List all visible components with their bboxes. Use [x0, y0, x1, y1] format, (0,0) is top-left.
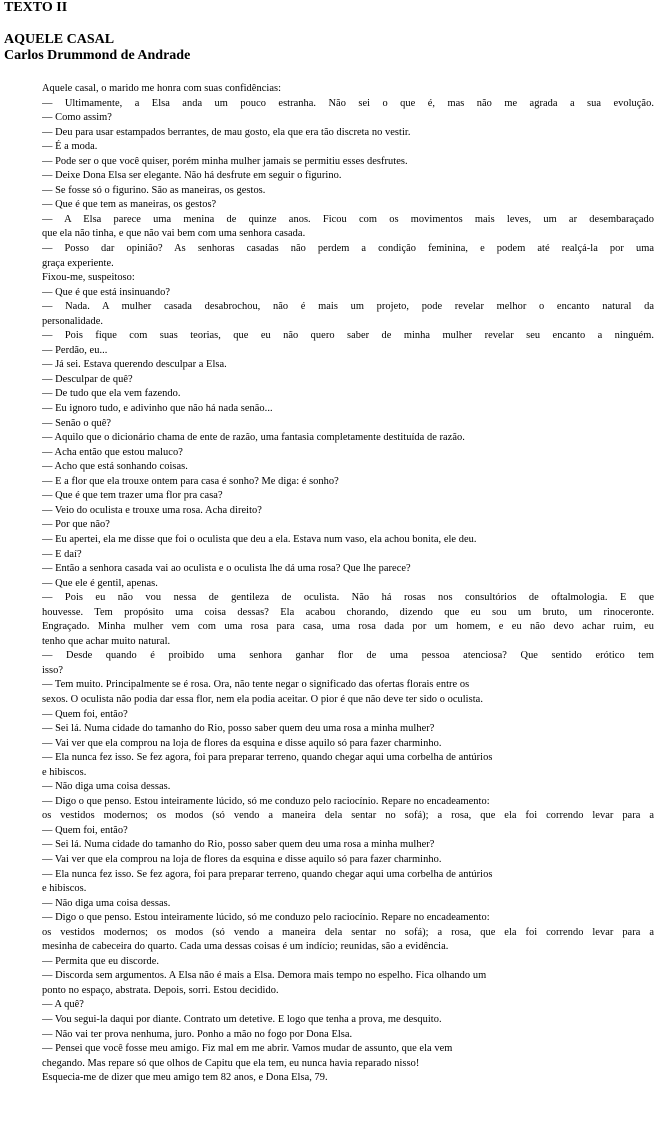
- text-line: os vestidos modernos; os modos (só vendo a maneira dela sentar no sofá); a rosa, que ela foi correndo levar para a: [42, 926, 654, 938]
- text-line: — Pensei que você fosse meu amigo. Fiz mal em me abrir. Vamos mudar de assunto, que ela vem: [42, 1043, 453, 1055]
- text-line: — Deixe Dona Elsa ser elegante. Não há desfrute em seguir o figurino.: [42, 170, 342, 182]
- text-line: — Que é que está insinuando?: [42, 286, 171, 298]
- text-line: — Se fosse só o figurino. São as maneiras, os gestos.: [42, 184, 266, 196]
- text-line: Aquele casal, o marido me honra com suas confidências:: [42, 83, 282, 94]
- text-line: Esquecia-me de dizer que meu amigo tem 82 anos, e Dona Elsa, 79.: [42, 1072, 328, 1084]
- text-line: — Não diga uma coisa dessas.: [42, 781, 171, 793]
- text-line: — Vai ver que ela comprou na loja de flores da esquina e disse aquilo só para fazer charminho.: [42, 853, 442, 865]
- text-line: sexos. O oculista não podia dar essa flor, nem ela podia aceitar. O pior é que não deve ter sido o oculista.: [42, 693, 483, 705]
- text-line: — Ela nunca fez isso. Se fez agora, foi para preparar terreno, quando chegar aqui uma corbelha de antúrios: [42, 752, 493, 764]
- text-line: chegando. Mas repare só que olhos de Capitu que ela tem, eu nunca havia reparado nisso!: [42, 1057, 420, 1069]
- text-line: — Pois fique com suas teorias, que eu não quero saber de minha mulher revelar seu encanto a ninguém.: [42, 330, 654, 342]
- story-body: [42, 82, 654, 1086]
- text-line: — Que ele é gentil, apenas.: [42, 577, 158, 589]
- text-line: — Vou segui-la daqui por diante. Contrato um detetive. E logo que tenha a prova, me desquito.: [42, 1014, 442, 1025]
- story-title: AQUELE CASAL: [4, 32, 115, 47]
- text-line: — Ela nunca fez isso. Se fez agora, foi para preparar terreno, quando chegar aqui uma corbelha de antúrios: [42, 868, 493, 880]
- text-line: — Ultimamente, a Elsa anda um pouco estranha. Não sei o que é, mas não me agrada a sua evolução.: [42, 97, 654, 109]
- text-line: — Perdão, eu...: [42, 344, 108, 356]
- text-line: — Permita que eu discorde.: [42, 955, 160, 967]
- text-line: personalidade.: [42, 315, 103, 327]
- text-line: — Então a senhora casada vai ao oculista e o oculista lhe dá uma rosa? Que lhe parece?: [42, 563, 411, 575]
- text-line: — Desculpar de quê?: [42, 373, 133, 385]
- text-line: — Aquilo que o dicionário chama de ente de razão, uma fantasia completamente destituída de razão.: [42, 432, 465, 444]
- text-line: — Vai ver que ela comprou na loja de flores da esquina e disse aquilo só para fazer charminho.: [42, 737, 442, 749]
- text-line: mesinha de cabeceira do quarto. Cada uma dessas coisas é um indício; reunidas, são a evidência.: [42, 941, 449, 953]
- text-line: — Sei lá. Numa cidade do tamanho do Rio, posso saber quem deu uma rosa a minha mulher?: [42, 839, 435, 851]
- text-line: — Eu ignoro tudo, e adivinho que não há nada senão...: [42, 403, 273, 415]
- text-line: — Acho que está sonhando coisas.: [42, 461, 188, 473]
- text-line: os vestidos modernos; os modos (só vendo a maneira dela sentar no sofá); a rosa, que ela foi correndo levar para a: [42, 810, 654, 822]
- text-line: — Quem foi, então?: [42, 708, 128, 720]
- text-line: isso?: [42, 664, 64, 676]
- text-line: — Digo o que penso. Estou inteiramente lúcido, só me conduzo pelo raciocínio. Repare no encadeamento:: [42, 912, 490, 924]
- text-line: — Veio do oculista e trouxe uma rosa. Acha direito?: [42, 504, 262, 516]
- text-line: — Por que não?: [42, 519, 110, 531]
- text-line: ponto no espaço, abstrata. Depois, sorri. Estou decidido.: [42, 984, 279, 996]
- text-line: — Discorda sem argumentos. A Elsa não é mais a Elsa. Demora mais tempo no espelho. Fica olhando um: [42, 970, 487, 982]
- text-line: que ela não tinha, e que não vai bem com uma senhora casada.: [42, 228, 306, 240]
- text-line: e hibiscos.: [42, 766, 87, 778]
- text-line: Engraçado. Minha mulher vem com uma rosa para casa, uma rosa dada por um homem, e eu não devo achar ruim, eu: [42, 621, 654, 633]
- text-line: — De tudo que ela vem fazendo.: [42, 388, 181, 400]
- text-line: — E a flor que ela trouxe ontem para casa é sonho? Me diga: é sonho?: [42, 475, 339, 487]
- text-line: — Posso dar opinião? As senhoras casadas não perdem a condição feminina, e podem até realçá-la por uma: [42, 243, 654, 255]
- text-line: — Sei lá. Numa cidade do tamanho do Rio, posso saber quem deu uma rosa a minha mulher?: [42, 723, 435, 735]
- text-line: tenho que achar muito natural.: [42, 635, 171, 647]
- text-line: — A Elsa parece uma menina de quinze anos. Ficou com os movimentos mais leves, um ar desembaraçado: [42, 213, 654, 225]
- text-line: — Tem muito. Principalmente se é rosa. Ora, não tente negar o significado das ofertas florais entre os: [42, 679, 470, 691]
- text-label: TEXTO II: [4, 0, 68, 15]
- text-line: — Desde quando é proibido uma senhora ganhar flor de uma pessoa atenciosa? Que sentido erótico tem: [42, 650, 654, 662]
- text-line: — Eu apertei, ela me disse que foi o oculista que deu a ela. Estava num vaso, ela achou bonita, ele deu.: [42, 533, 477, 545]
- text-line: graça experiente.: [42, 257, 114, 269]
- text-line: — Não diga uma coisa dessas.: [42, 897, 171, 909]
- text-line: — Deu para usar estampados berrantes, de mau gosto, ela que era tão discreta no vestir.: [42, 126, 411, 138]
- text-line: — É a moda.: [42, 141, 98, 153]
- text-line: — Que é que tem as maneiras, os gestos?: [42, 199, 217, 211]
- text-line: — Como assim?: [42, 112, 112, 124]
- text-line: — Já sei. Estava querendo desculpar a Elsa.: [42, 359, 227, 371]
- text-line: houvesse. Tem propósito uma coisa dessas? Ela acabou chorando, dizendo que eu sou um bruto, um rinoceronte.: [42, 606, 654, 618]
- text-line: — Não vai ter prova nenhuma, juro. Ponho a mão no fogo por Dona Elsa.: [42, 1028, 353, 1040]
- text-line: e hibiscos.: [42, 883, 87, 895]
- text-line: — Pois eu não vou nessa de gentileza de oculista. Não há rosas nos consultórios de oftalmologia. E que: [42, 592, 654, 604]
- text-line: — E daí?: [42, 548, 82, 560]
- text-line: — A quê?: [42, 999, 84, 1011]
- text-line: Fixou-me, suspeitoso:: [42, 272, 135, 284]
- text-line: — Acha então que estou maluco?: [42, 446, 183, 458]
- text-line: — Que é que tem trazer uma flor pra casa?: [42, 490, 223, 502]
- text-line: — Senão o quê?: [42, 417, 112, 429]
- text-line: — Pode ser o que você quiser, porém minha mulher jamais se permitiu esses desfrutes.: [42, 155, 408, 167]
- text-line: — Quem foi, então?: [42, 824, 128, 836]
- text-line: — Digo o que penso. Estou inteiramente lúcido, só me conduzo pelo raciocínio. Repare no encadeamento:: [42, 795, 490, 807]
- text-line: — Nada. A mulher casada desabrochou, não é mais um projeto, pode revelar melhor o encanto natural da: [42, 301, 654, 313]
- story-author: Carlos Drummond de Andrade: [4, 48, 191, 63]
